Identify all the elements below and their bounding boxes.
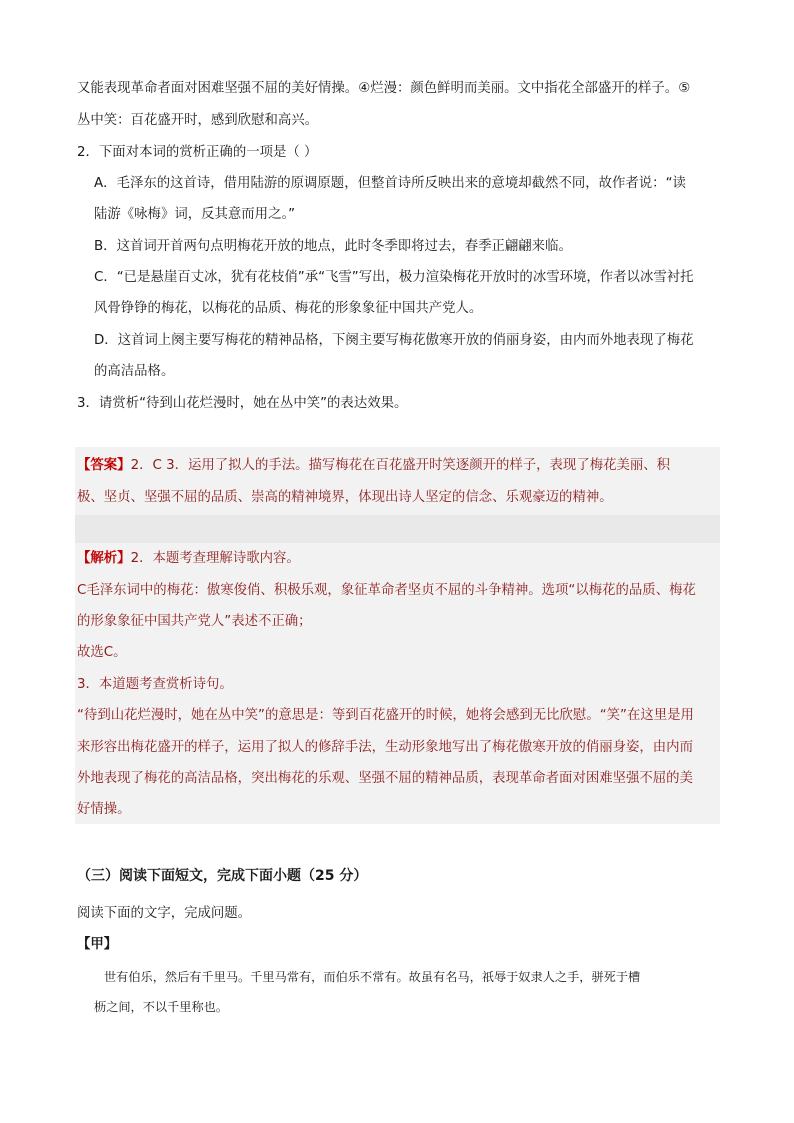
answer-line-1: 【答案】2．C 3．运用了拟人的手法。描写梅花在百花盛开时笑逐颜开的样子，表现了梅花美丽、积	[77, 458, 671, 473]
analysis-line-6: “待到山花烂漫时，她在丛中笑”的意思是：等到百花盛开的时候，她将会感到无比欣慰。“笑”在这里是用	[77, 708, 694, 723]
analysis-line-2: C毛泽东词中的梅花：傲寒俊俏、积极乐观，象征革命者坚贞不屈的斗争精神。选项“以梅花的品质、梅花	[77, 583, 696, 598]
option-a-line-2: 陆游《咏梅》词，反其意而用之。”	[94, 207, 296, 222]
intro-line-1: 又能表现革命者面对困难坚强不屈的美好情操。④烂漫：颜色鲜明而美丽。文中指花全部盛开的样子。⑤	[77, 81, 691, 96]
option-c-line-1: C．“已是悬崖百丈冰，犹有花枝俏”承“飞雪”写出，极力渲染梅花开放时的冰雪环境，作者以冰雪衬托	[94, 270, 694, 285]
option-c-line-2: 风骨铮铮的梅花，以梅花的品质、梅花的形象象征中国共产党人。	[94, 301, 483, 316]
analysis-line-5: 3．本道题考查赏析诗句。	[77, 677, 233, 692]
analysis-line-7: 来形容出梅花盛开的样子，运用了拟人的修辞手法，生动形象地写出了梅花傲寒开放的俏丽身姿，由内而	[77, 740, 693, 755]
classical-text-line-1: 世有伯乐，然后有千里马。千里马常有，而伯乐不常有。故虽有名马，祇辱于奴隶人之手，骈死于槽	[104, 970, 641, 984]
classical-text-line-2: 枥之间，不以千里称也。	[94, 1000, 229, 1014]
analysis-line-8: 外地表现了梅花的高洁品格，突出梅花的乐观、坚强不屈的精神品质，表现革命者面对困难坚强不屈的美	[77, 771, 693, 786]
analysis-tag: 【解析】	[77, 551, 131, 566]
intro-line-2: 丛中笑：百花盛开时，感到欣慰和高兴。	[77, 113, 319, 128]
option-d-line-2: 的高洁品格。	[94, 364, 175, 379]
question-3-stem: 3．请赏析“待到山花烂漫时，她在丛中笑”的表达效果。	[77, 396, 408, 411]
answer-line-2: 极、坚贞、坚强不屈的品质、崇高的精神境界，体现出诗人坚定的信念、乐观豪迈的精神。	[77, 490, 613, 505]
option-d-line-1: D．这首词上阕主要写梅花的精神品格，下阕主要写梅花傲寒开放的俏丽身姿，由内而外地表现了梅花	[94, 333, 694, 348]
answer-separator	[75, 515, 720, 543]
part-jia-label: 【甲】	[77, 937, 118, 952]
option-a-line-1: A．毛泽东的这首诗，借用陆游的原调原题，但整首诗所反映出来的意境却截然不同，故作者说：“读	[94, 176, 686, 191]
question-2-stem: 2．下面对本词的赏析正确的一项是（ ）	[77, 145, 318, 160]
analysis-line-9: 好情操。	[77, 802, 131, 817]
analysis-line-3: 的形象象征中国共产党人”表述不正确；	[77, 614, 312, 629]
option-b-line-1: B．这首词开首两句点明梅花开放的地点，此时冬季即将过去，春季正翩翩来临。	[94, 239, 572, 254]
section-3-heading: （三）阅读下面短文，完成下面小题（25 分）	[77, 868, 368, 884]
section-3-instruction: 阅读下面的文字，完成问题。	[77, 906, 252, 921]
analysis-line-4: 故选C。	[77, 645, 127, 660]
analysis-line-1: 【解析】2．本题考查理解诗歌内容。	[77, 551, 300, 566]
answer-tag: 【答案】	[77, 458, 131, 473]
